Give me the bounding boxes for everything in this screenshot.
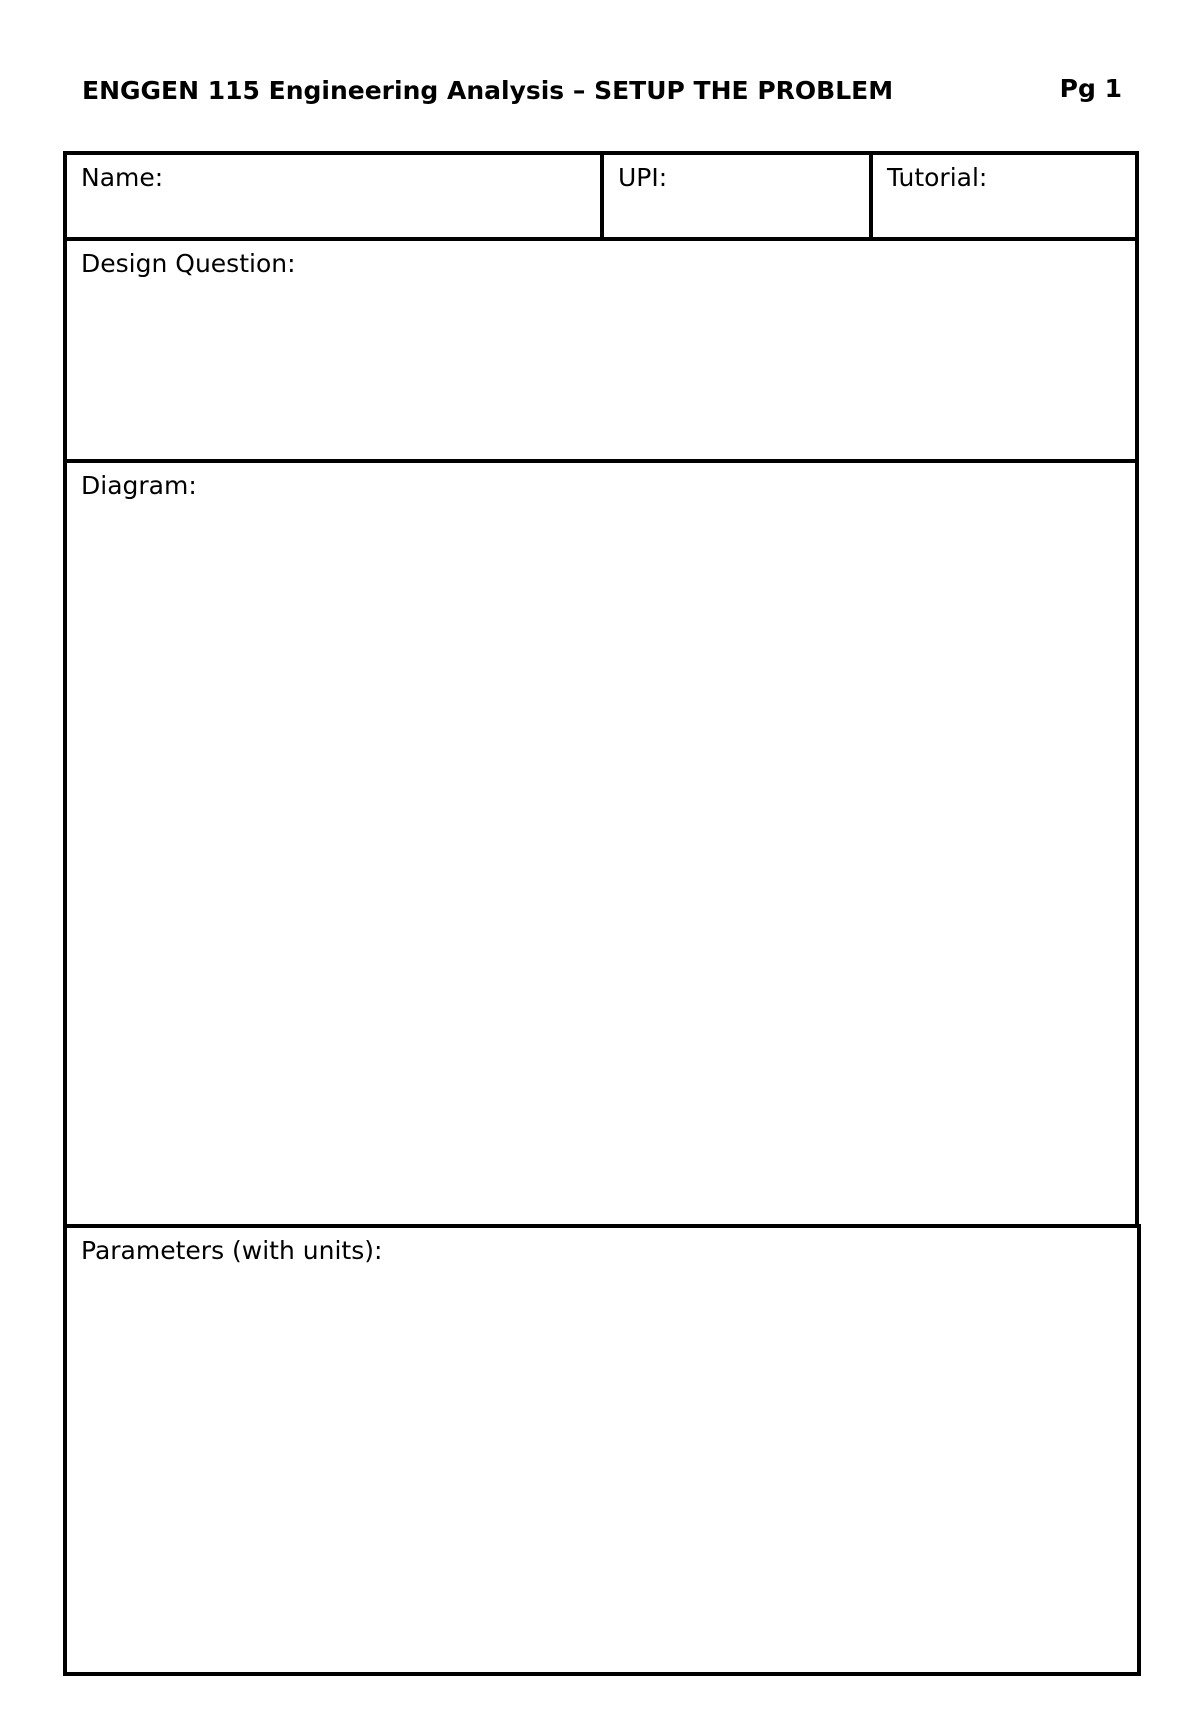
upi-field[interactable]	[600, 151, 873, 241]
name-field[interactable]	[63, 151, 604, 241]
tutorial-field[interactable]	[869, 151, 1139, 241]
parameters-label: Parameters (with units):	[81, 1236, 383, 1265]
page-number: Pg 1	[1059, 74, 1122, 103]
page-header	[82, 76, 1122, 116]
upi-label: UPI:	[618, 163, 668, 192]
name-label: Name:	[81, 163, 164, 192]
diagram-field[interactable]	[63, 459, 1139, 1228]
parameters-field[interactable]	[63, 1224, 1141, 1676]
tutorial-label: Tutorial:	[887, 163, 988, 192]
worksheet-form	[63, 151, 1139, 1676]
design-question-field[interactable]	[63, 237, 1139, 463]
document-title: ENGGEN 115 Engineering Analysis – SETUP THE PROBLEM	[82, 76, 894, 105]
design-question-label: Design Question:	[81, 249, 296, 278]
diagram-label: Diagram:	[81, 471, 197, 500]
